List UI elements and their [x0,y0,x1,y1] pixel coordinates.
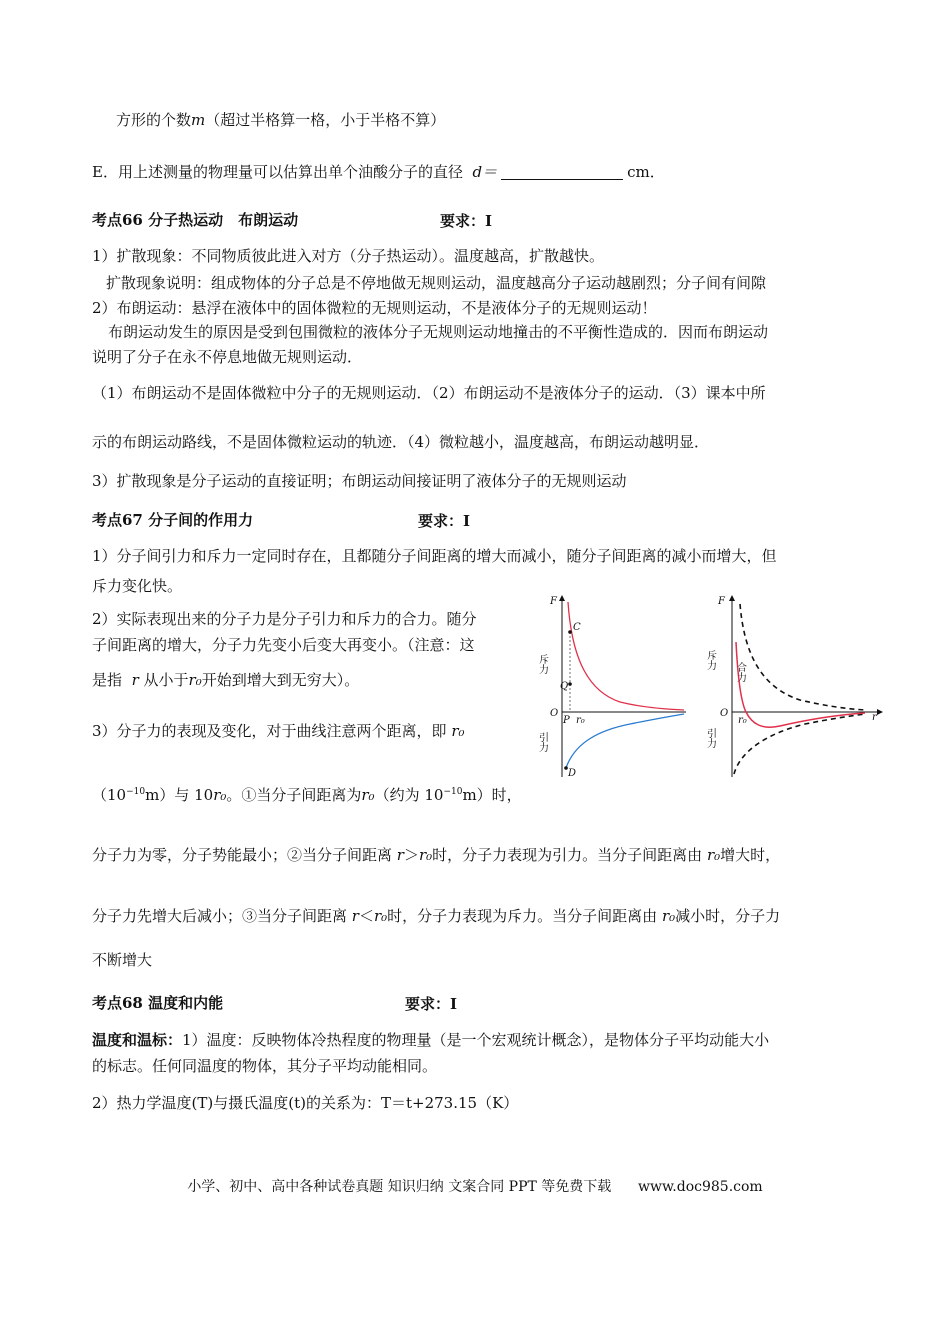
left-repulsion-label: 斥力 [536,654,548,674]
footer-url[interactable]: www.doc985.com [638,1179,763,1195]
section-68-requirement: 要求：Ⅰ [405,995,458,1013]
section-68-title: 考点68 温度和内能 [92,994,224,1012]
right-attraction-label: 引力 [704,728,716,748]
page-footer [0,1176,950,1196]
section-66-requirement: 要求：Ⅰ [440,212,493,230]
s66-line-8: 3）扩散现象是分子运动的直接证明；布朗运动间接证明了液体分子的无规则运动 [92,472,627,490]
s67-line-1: 1）分子间引力和斥力一定同时存在，且都随分子间距离的增大而减小，随分子间距离的减小而增大，但 [92,547,777,565]
line-item-e: E．用上述测量的物理量可以估算出单个油酸分子的直径 d＝ cm． [92,163,665,181]
section-67-requirement: 要求：Ⅰ [418,512,471,530]
repulsion-curve [568,602,684,710]
s66-line-4: 布朗运动发生的原因是受到包围微粒的液体分子无规则运动地撞击的不平衡性造成的．因而布朗运动 [108,323,769,341]
left-r0-label: r₀ [576,715,585,726]
figure-force-components [536,592,690,782]
point-p-label: P [563,715,570,726]
s66-line-6: （1）布朗运动不是固体微粒中分子的无规则运动．（2）布朗运动不是液体分子的运动．（3）课本中所 [92,384,766,402]
right-repulsion-label: 斥力 [704,650,716,670]
s68-line-1: 温度和温标：1）温度：反映物体冷热程度的物理量（是一个宏观统计概念），是物体分子平均动能大小 [92,1031,770,1049]
s67-line-10: 不断增大 [92,951,153,969]
figure-net-force [700,592,885,782]
left-axis-f: F [550,596,557,607]
s67-line-6: 3）分子力的表现及变化，对于曲线注意两个距离，即 r₀ [92,722,465,740]
section-66-title: 考点66 分子热运动 布朗运动 [92,211,299,229]
s67-line-5: 是指 r 从小于r₀开始到增大到无穷大）。 [92,671,360,689]
right-axis-f: F [718,596,725,607]
right-origin-label: O [720,708,729,719]
section-67-title: 考点67 分子间的作用力 [92,511,254,529]
s66-line-2: 扩散现象说明：组成物体的分子总是不停地做无规则运动，温度越高分子运动越剧烈；分子间有间隙 [106,274,767,292]
s66-line-3: 2）布朗运动：悬浮在液体中的固体微粒的无规则运动，不是液体分子的无规则运动！ [92,299,657,317]
right-r0-label: r₀ [738,715,747,726]
s67-line-2: 斥力变化快。 [92,577,183,595]
s68-line-3: 2）热力学温度(T)与摄氏温度(t)的关系为：T＝t+273.15（K） [92,1094,519,1112]
line-square-count: 方形的个数m（超过半格算一格，小于半格不算） [116,111,446,129]
s68-line-2: 的标志。任何同温度的物体，其分子平均动能相同。 [92,1057,438,1075]
s67-line-8: 分子力为零，分子势能最小；②当分子间距离 r＞r₀时，分子力表现为引力。当分子间距离由 r₀增大时， [92,846,781,864]
s67-line-9: 分子力先增大后减小；③当分子间距离 r＜r₀时，分子力表现为斥力。当分子间距离由 r₀减小时，分子力 [92,907,781,925]
net-force-curve [736,642,865,727]
footer-text: 小学、初中、高中各种试卷真题 知识归纳 文案合同 PPT 等免费下载 [187,1179,612,1195]
left-attraction-label: 引力 [536,732,548,752]
right-axis-r: r [872,712,877,723]
s66-line-5: 说明了分子在永不停息地做无规则运动． [92,348,363,366]
point-q-label: Q [560,681,569,692]
s67-line-3: 2）实际表现出来的分子力是分子引力和斥力的合力。随分 [92,610,477,628]
s67-line-4: 子间距离的增大，分子力先变小后变大再变小。（注意：这 [92,636,475,654]
s66-line-1: 1）扩散现象：不同物质彼此进入对方（分子热运动）。温度越高，扩散越快。 [92,247,605,265]
point-d-label: D [568,768,577,779]
left-origin-label: O [550,708,559,719]
repulsion-dashed [740,604,865,710]
s66-line-7: 示的布朗运动路线，不是固体微粒运动的轨迹．（4）微粒越小，温度越高，布朗运动越明显． [92,433,710,451]
right-net-label: 合力 [734,662,746,682]
attraction-dashed [734,714,865,774]
point-c-label: C [573,622,581,633]
s67-line-7: $(10^{-10}m)$与 10r₀。①当分子间距离为r₀（约为 $10^{-10}m$）时， [92,786,522,804]
answer-blank [501,165,623,180]
